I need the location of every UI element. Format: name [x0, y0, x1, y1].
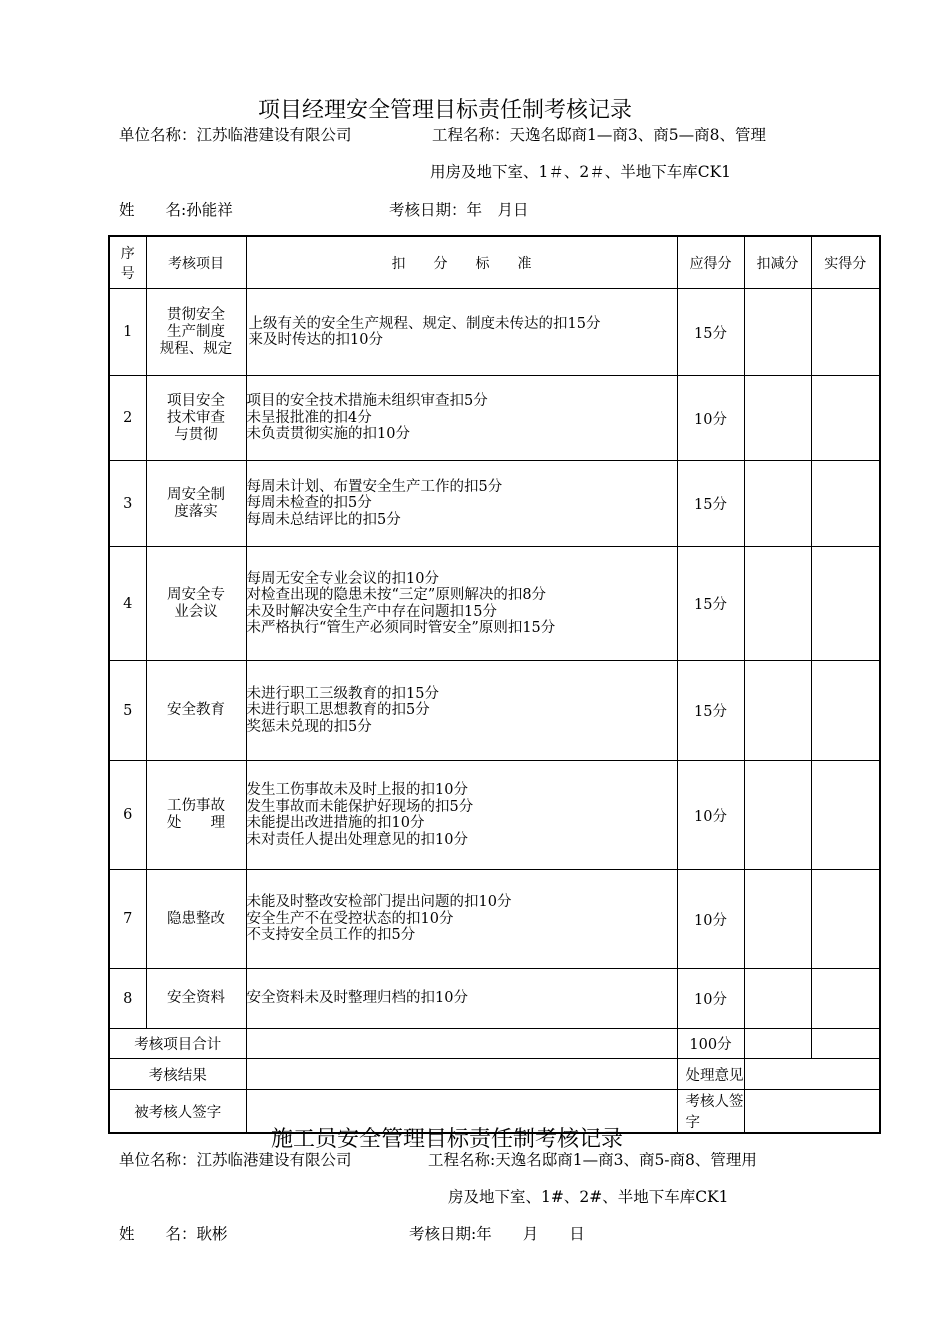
assessment-table — [108, 235, 881, 1134]
row-criteria: 发生工伤事故未及时上报的扣10分 发生事故而未能保护好现场的扣5分 未能提出改进措施的扣10分 未对责任人提出处理意见的扣10分 — [246, 761, 677, 870]
total-row — [109, 1029, 880, 1059]
table-row — [109, 461, 880, 547]
form2-title: 施工员安全管理目标责任制考核记录 — [271, 1127, 624, 1152]
total-deduct-score[interactable] — [744, 1029, 811, 1059]
assessee-sign-label: 被考核人签字 — [109, 1090, 246, 1134]
row-actual-score[interactable] — [811, 661, 880, 761]
row-item: 贯彻安全 生产制度 规程、规定 — [146, 289, 246, 376]
assessor-sign-value[interactable] — [744, 1090, 880, 1134]
row-deduct-score[interactable] — [744, 870, 811, 969]
row-item: 周安全专 业会议 — [146, 547, 246, 661]
row-criteria: 上级有关的安全生产规程、规定、制度未传达的扣15分 来及时传达的扣10分 — [246, 289, 677, 376]
row-item: 安全资料 — [146, 969, 246, 1029]
form1-project-name-line2: 用房及地下室、1＃、2＃、半地下车库CK1 — [430, 163, 732, 181]
result-value[interactable] — [246, 1059, 677, 1090]
assessor-sign-label: 考核人签字 — [677, 1090, 744, 1134]
total-label: 考核项目合计 — [109, 1029, 246, 1059]
row-deduct-score[interactable] — [744, 376, 811, 461]
table-row — [109, 661, 880, 761]
row-due-score: 15分 — [677, 289, 744, 376]
header-deduct-score: 扣减分 — [744, 236, 811, 289]
row-deduct-score[interactable] — [744, 289, 811, 376]
row-criteria: 每周无安全专业会议的扣10分 对检查出现的隐患未按“三定”原则解决的扣8分 未及时解决安全生产中存在问题扣15分 未严格执行“管生产必须同时管安全”原则扣15分 — [246, 547, 677, 661]
form2-unit-name: 单位名称：江苏临港建设有限公司 — [119, 1151, 352, 1169]
header-item: 考核项目 — [146, 236, 246, 289]
row-due-score: 10分 — [677, 870, 744, 969]
row-due-score: 10分 — [677, 969, 744, 1029]
form1-title: 项目经理安全管理目标责任制考核记录 — [258, 98, 633, 123]
form2-project-name-line2: 房及地下室、1#、2#、半地下车库CK1 — [448, 1188, 729, 1206]
row-no: 8 — [109, 969, 146, 1029]
row-deduct-score[interactable] — [744, 661, 811, 761]
total-due-score: 100分 — [677, 1029, 744, 1059]
row-no: 3 — [109, 461, 146, 547]
row-item: 工伤事故 处 理 — [146, 761, 246, 870]
opinion-label: 处理意见 — [677, 1059, 744, 1090]
table-row — [109, 376, 880, 461]
row-no: 1 — [109, 289, 146, 376]
row-actual-score[interactable] — [811, 376, 880, 461]
header-actual-score: 实得分 — [811, 236, 880, 289]
row-deduct-score[interactable] — [744, 461, 811, 547]
row-due-score: 15分 — [677, 461, 744, 547]
row-criteria: 未能及时整改安检部门提出问题的扣10分 安全生产不在受控状态的扣10分 不支持安全员工作的扣5分 — [246, 870, 677, 969]
row-actual-score[interactable] — [811, 547, 880, 661]
row-actual-score[interactable] — [811, 761, 880, 870]
row-no: 4 — [109, 547, 146, 661]
row-item: 安全教育 — [146, 661, 246, 761]
form2-assessee-name: 姓 名：耿彬 — [119, 1225, 228, 1243]
form2-project-name-line1: 工程名称:天逸名邸商1—商3、商5-商8、管理用 — [428, 1151, 757, 1169]
row-deduct-score[interactable] — [744, 547, 811, 661]
row-criteria: 未进行职工三级教育的扣15分 未进行职工思想教育的扣5分 奖惩未兑现的扣5分 — [246, 661, 677, 761]
result-row — [109, 1059, 880, 1090]
row-item: 项目安全 技术审查 与贯彻 — [146, 376, 246, 461]
row-deduct-score[interactable] — [744, 969, 811, 1029]
table-row — [109, 870, 880, 969]
row-due-score: 15分 — [677, 547, 744, 661]
table-header-row — [109, 236, 880, 289]
table-row — [109, 969, 880, 1029]
opinion-value[interactable] — [744, 1059, 880, 1090]
header-criteria: 扣 分 标 准 — [246, 236, 677, 289]
total-criteria-cell — [246, 1029, 677, 1059]
row-due-score: 15分 — [677, 661, 744, 761]
form2-assessment-date: 考核日期:年 月 日 — [409, 1225, 585, 1243]
row-actual-score[interactable] — [811, 461, 880, 547]
row-actual-score[interactable] — [811, 870, 880, 969]
row-deduct-score[interactable] — [744, 761, 811, 870]
row-item: 隐患整改 — [146, 870, 246, 969]
table-row — [109, 761, 880, 870]
row-no: 7 — [109, 870, 146, 969]
row-criteria: 每周未计划、布置安全生产工作的扣5分 每周未检查的扣5分 每周未总结评比的扣5分 — [246, 461, 677, 547]
header-due-score: 应得分 — [677, 236, 744, 289]
row-criteria: 安全资料未及时整理归档的扣10分 — [246, 969, 677, 1029]
row-due-score: 10分 — [677, 376, 744, 461]
form1-assessment-date: 考核日期：年 月日 — [389, 201, 529, 219]
table-row — [109, 289, 880, 376]
row-actual-score[interactable] — [811, 969, 880, 1029]
row-due-score: 10分 — [677, 761, 744, 870]
row-no: 5 — [109, 661, 146, 761]
table-row — [109, 547, 880, 661]
row-no: 2 — [109, 376, 146, 461]
row-item: 周安全制 度落实 — [146, 461, 246, 547]
row-criteria: 项目的安全技术措施未组织审查扣5分 未呈报批准的扣4分 未负责贯彻实施的扣10分 — [246, 376, 677, 461]
form1-project-name-line1: 工程名称：天逸名邸商1—商3、商5—商8、管理 — [432, 126, 766, 144]
form1-unit-name: 单位名称：江苏临港建设有限公司 — [119, 126, 352, 144]
result-label: 考核结果 — [109, 1059, 246, 1090]
row-no: 6 — [109, 761, 146, 870]
form1-assessee-name: 姓 名:孙能祥 — [119, 201, 233, 219]
total-actual-score[interactable] — [811, 1029, 880, 1059]
header-no: 序 号 — [109, 236, 146, 289]
row-actual-score[interactable] — [811, 289, 880, 376]
